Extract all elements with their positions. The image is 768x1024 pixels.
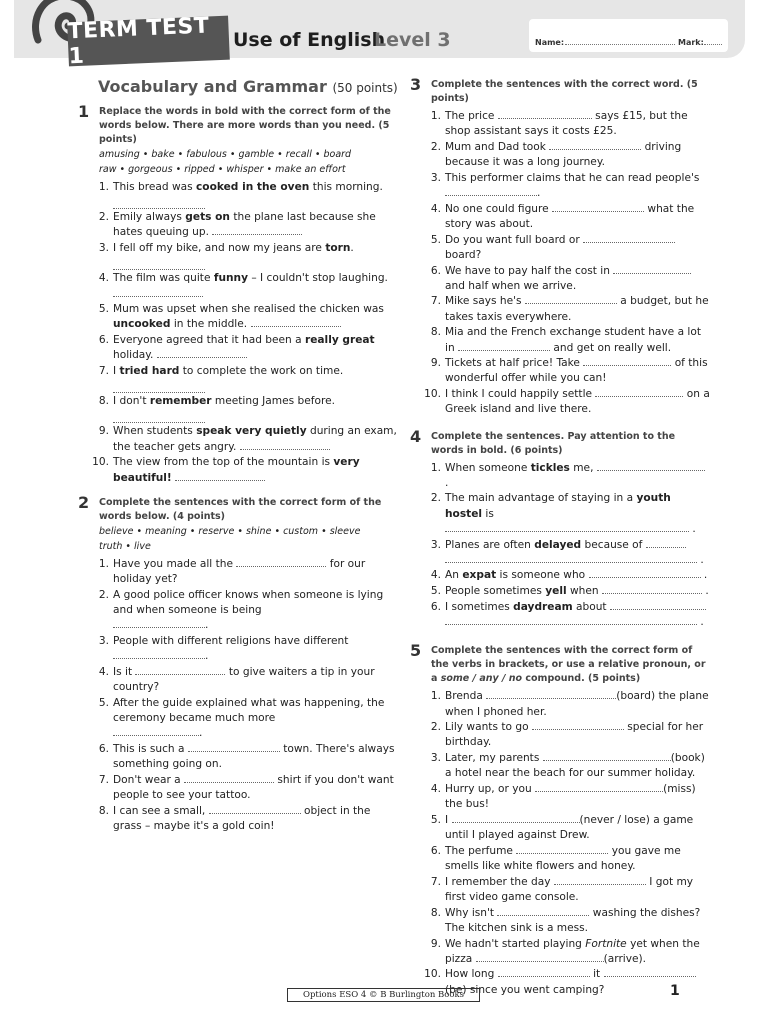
item-number: 8.: [430, 906, 441, 919]
item-text: Tickets at half price! Take: [445, 357, 584, 370]
answer-line[interactable]: [212, 225, 302, 235]
item-bold: uncooked: [113, 318, 171, 331]
item-number: 7.: [98, 773, 109, 786]
item-text: meeting James before.: [211, 395, 335, 408]
item-number: 4.: [430, 569, 441, 582]
item-number: 7.: [430, 875, 441, 888]
item-number: 10.: [424, 388, 441, 401]
item-text: town. There's always something going on.: [113, 742, 395, 770]
item-text: the plane last because she hates queuing up.: [113, 211, 376, 239]
answer-line[interactable]: [113, 649, 205, 659]
item-text: (never / lose) a game until I played against Drew.: [445, 813, 694, 842]
list-item: [92, 455, 398, 485]
exercise-instruction: Complete the sentences with the correct word. (5 points): [431, 79, 698, 104]
instruction-text: compound. (5 points): [522, 673, 641, 685]
item-bold: daydream: [513, 600, 573, 613]
item-text: board?: [445, 248, 482, 261]
item-text: is: [482, 507, 494, 520]
item-number: 5.: [430, 813, 441, 826]
list-item: [431, 325, 710, 355]
item-text: shirt if you don't want people to see your tattoo.: [113, 773, 394, 801]
item-number: 9.: [430, 937, 441, 950]
item-text: Mum was upset when she realised the chicken was: [113, 303, 384, 316]
item-text: says £15, but the shop assistant says it costs £25.: [445, 110, 688, 138]
item-number: 2.: [430, 492, 441, 505]
term-test-badge: [67, 13, 230, 70]
item-italic: Fortnite: [585, 937, 627, 950]
item-text: A good police officer knows when someone is lying and when someone is being: [113, 588, 384, 616]
answer-line[interactable]: [583, 356, 671, 366]
list-item: [99, 665, 398, 695]
item-number: 8.: [430, 326, 441, 339]
list-item: 4. An expat is someone who .: [431, 568, 710, 583]
item-text: Do you want full board or: [445, 233, 584, 246]
item-text: Have you made all the: [113, 557, 237, 570]
answer-line[interactable]: [184, 773, 274, 783]
item-text: I sometimes: [445, 600, 514, 613]
answer-line[interactable]: [610, 600, 706, 610]
header-title: Use of English: [233, 29, 386, 51]
item-number: 8.: [98, 395, 109, 408]
item-number: 1.: [430, 690, 441, 703]
list-item: [99, 588, 398, 634]
item-text: (be) since you went camping?: [445, 983, 605, 996]
answer-line[interactable]: [188, 742, 280, 752]
item-number: 5.: [98, 696, 109, 709]
answer-line[interactable]: [589, 568, 701, 578]
item-text: it: [589, 968, 604, 981]
right-column: [410, 75, 710, 1004]
list-item: [99, 773, 398, 803]
item-number: 8.: [98, 804, 109, 817]
word-box-line: amusing • bake • fabulous • gamble • recall • board: [99, 149, 352, 160]
answer-line[interactable]: [445, 553, 697, 563]
item-text: I got my first video game console.: [445, 875, 694, 903]
list-item: [99, 333, 398, 363]
exercise-4: [410, 426, 710, 631]
list-item: [431, 294, 710, 324]
answer-line[interactable]: [498, 967, 590, 977]
item-number: 4.: [430, 202, 441, 215]
item-text: People sometimes: [445, 585, 546, 598]
answer-line[interactable]: [251, 317, 341, 327]
left-column: [78, 77, 398, 840]
item-number: 1.: [98, 181, 109, 193]
item-text: and half when we arrive.: [445, 279, 577, 292]
item-number: 4.: [98, 272, 109, 285]
item-number: 5.: [430, 585, 441, 598]
list-item: [99, 696, 398, 742]
item-number: 4.: [98, 665, 109, 678]
list-item: [99, 394, 398, 423]
item-text: After the guide explained what was happening, the ceremony became much more: [113, 696, 385, 724]
item-text: what the story was about.: [445, 202, 695, 230]
list-item: [99, 804, 398, 834]
item-number: 10.: [424, 968, 441, 981]
item-text: .: [205, 619, 209, 632]
item-text: on a Greek island and live there.: [445, 388, 710, 416]
item-text: me,: [569, 461, 597, 474]
answer-line[interactable]: [602, 584, 702, 594]
item-text: We hadn't started playing: [445, 937, 586, 950]
list-item: [99, 364, 398, 393]
exercise-3: [410, 75, 710, 418]
list-item: 2. The main advantage of staying in a youth hostel is .: [430, 492, 696, 535]
mark-label: Mark:: [678, 38, 704, 47]
item-number: 3.: [430, 538, 441, 551]
list-item: [431, 844, 710, 874]
item-number: 5.: [430, 233, 441, 246]
answer-line[interactable]: [113, 726, 199, 736]
answer-line[interactable]: [476, 952, 604, 962]
answer-line[interactable]: [445, 522, 689, 532]
exercise-2: [78, 492, 398, 834]
answer-line[interactable]: [175, 471, 265, 481]
item-text: holiday.: [113, 349, 154, 362]
answer-line[interactable]: [604, 967, 696, 977]
list-item: [99, 634, 398, 664]
answer-line[interactable]: [543, 751, 671, 761]
item-number: 2.: [98, 588, 109, 601]
exercise-3-items: [424, 109, 710, 418]
answer-line[interactable]: [236, 557, 326, 567]
name-label: Name:: [535, 38, 565, 47]
item-text: to give waiters a tip in your country?: [113, 665, 375, 693]
item-number: 6.: [430, 264, 441, 277]
item-number: 6.: [430, 600, 441, 613]
list-item: [99, 557, 398, 587]
item-text: No one could figure: [445, 202, 553, 215]
answer-line[interactable]: [497, 906, 589, 916]
answer-line[interactable]: [135, 665, 225, 675]
item-text: When someone: [445, 461, 531, 474]
list-item: [99, 180, 398, 209]
answer-line[interactable]: [595, 387, 683, 397]
exercise-2-items: [99, 557, 398, 834]
item-text: .: [350, 242, 354, 255]
list-item: [424, 387, 710, 417]
item-number: 1.: [430, 110, 441, 122]
answer-line[interactable]: [157, 348, 247, 358]
item-text: of this wonderful offer while you can!: [445, 357, 708, 385]
list-item: [431, 689, 710, 719]
answer-line[interactable]: [532, 720, 624, 730]
item-text: – I couldn't stop laughing.: [247, 272, 388, 285]
word-box-line: truth • live: [99, 540, 151, 552]
exercise-number: 5: [410, 641, 422, 661]
list-item: [99, 271, 398, 301]
item-bold: expat: [462, 569, 497, 582]
exercise-5-items: [424, 689, 710, 998]
item-number: 5.: [98, 303, 109, 316]
item-text: about: [572, 600, 610, 613]
list-item: 3. Planes are often delayed because of .: [430, 538, 704, 566]
item-number: 6.: [430, 844, 441, 857]
item-text: Hurry up, or you: [445, 783, 536, 796]
item-text: People with different religions have different: [113, 634, 349, 647]
item-text: in the middle.: [170, 318, 248, 331]
item-bold: funny: [213, 272, 248, 285]
name-field[interactable]: [565, 44, 675, 45]
item-text: The view from the top of the mountain is: [113, 456, 334, 469]
item-text: How long: [445, 968, 498, 981]
item-text: This is such a: [113, 742, 188, 755]
item-text: because of: [581, 538, 646, 551]
item-text: Is it: [113, 665, 136, 678]
item-text: .: [537, 187, 541, 200]
item-number: 2.: [430, 140, 441, 153]
item-number: 9.: [430, 357, 441, 370]
exercise-number: 1: [78, 102, 90, 121]
item-text: Lily wants to go: [445, 721, 532, 734]
footer-copyright: Options ESO 4 © B Burlington Books: [287, 988, 480, 1002]
list-item: [431, 202, 710, 232]
answer-line[interactable]: [613, 264, 691, 274]
answer-line[interactable]: [525, 294, 617, 304]
name-mark-box: [529, 19, 728, 52]
item-text: Don't wear a: [113, 773, 185, 786]
list-item: [99, 742, 398, 772]
list-item: [431, 937, 710, 967]
answer-line[interactable]: [597, 461, 705, 471]
list-item: [99, 210, 398, 240]
item-text: this morning.: [309, 181, 383, 193]
item-text: This bread was: [113, 181, 197, 193]
item-text: Brenda: [445, 690, 487, 703]
answer-line[interactable]: [554, 875, 646, 885]
item-text: Mike says he's: [445, 295, 525, 308]
item-text: (miss) the bus!: [445, 783, 696, 811]
instruction-text: Complete the sentences with the correct form of the verbs in brackets, or use a relative pronoun, or a: [431, 645, 706, 685]
item-number: 1.: [430, 461, 441, 474]
item-text: The price: [445, 110, 498, 122]
exercise-4-items: [431, 461, 710, 631]
word-box-line: raw • gorgeous • ripped • whisper • make an effort: [99, 164, 346, 175]
item-text: a budget, but he takes taxis everywhere.: [445, 295, 709, 323]
list-item: [431, 720, 710, 750]
item-number: 3.: [430, 171, 441, 184]
answer-line[interactable]: [535, 782, 663, 792]
item-text: I: [113, 365, 120, 378]
item-text: (board) the plane when I phoned her.: [445, 690, 709, 718]
list-item: 1. When someone tickles me, .: [431, 461, 710, 491]
item-text: Why isn't: [445, 906, 498, 919]
list-item: [431, 751, 710, 781]
answer-line[interactable]: [113, 379, 205, 393]
exercise-instruction: Complete the sentences with the correct form of the words below. (4 points): [99, 496, 382, 522]
answer-line[interactable]: [498, 109, 592, 119]
item-bold: delayed: [534, 538, 582, 551]
item-text: yet when the pizza: [445, 937, 700, 965]
answer-line[interactable]: [113, 287, 203, 297]
item-text: I remember the day: [445, 875, 554, 888]
term-test-badge-text: TERM TEST 1: [67, 13, 210, 70]
header-level: Level 3: [374, 29, 451, 51]
item-text: for our holiday yet?: [113, 557, 366, 585]
item-bold: remember: [149, 395, 212, 408]
section-title: [98, 77, 398, 96]
item-text: The main advantage of staying in a: [445, 492, 637, 505]
answer-line[interactable]: [583, 233, 675, 243]
mark-field[interactable]: [704, 44, 722, 45]
item-number: 4.: [430, 783, 441, 796]
answer-line[interactable]: [113, 409, 205, 423]
item-text: I think I could happily settle: [445, 388, 596, 401]
answer-line[interactable]: [209, 804, 301, 814]
item-number: 2.: [98, 211, 109, 224]
item-number: 2.: [430, 721, 441, 734]
answer-line[interactable]: [445, 186, 537, 196]
list-item: [99, 302, 398, 332]
section-title-text: Vocabulary and Grammar: [98, 77, 327, 96]
list-item: 5. People sometimes yell when .: [431, 584, 710, 599]
page-number: 1: [670, 983, 680, 999]
list-item: [431, 356, 710, 386]
answer-line[interactable]: [549, 140, 641, 150]
item-number: 6.: [98, 742, 109, 755]
list-item: [99, 424, 398, 454]
item-text: When students: [113, 425, 197, 438]
item-text: .: [199, 726, 203, 739]
item-text: object in the grass – maybe it's a gold coin!: [113, 804, 371, 832]
item-number: 7.: [430, 295, 441, 308]
item-number: 3.: [430, 752, 441, 765]
item-text: you gave me smells like white flowers and honey.: [445, 844, 681, 873]
exercise-number: 3: [410, 75, 422, 94]
answer-line[interactable]: [516, 844, 608, 854]
item-text: is someone who: [496, 569, 589, 582]
list-item: 6. I sometimes daydream about .: [431, 600, 710, 630]
item-text: Emily always: [113, 211, 186, 224]
list-item: [431, 109, 710, 139]
item-bold: really great: [305, 334, 375, 347]
answer-line[interactable]: [240, 440, 330, 450]
exercise-number: 4: [410, 426, 422, 446]
item-text: We have to pay half the cost in: [445, 264, 614, 277]
item-text: during an exam, the teacher gets angry.: [113, 425, 397, 453]
list-item: [431, 782, 710, 812]
item-bold: very beautiful!: [113, 456, 360, 484]
instruction-italic: some / any / no: [440, 673, 523, 685]
item-bold: cooked in the oven: [196, 181, 310, 193]
item-text: The perfume: [445, 844, 517, 857]
item-number: 7.: [98, 365, 109, 378]
item-text: Planes are often: [445, 538, 535, 551]
item-text: washing the dishes? The kitchen sink is a mess.: [445, 906, 701, 934]
item-bold: tried hard: [119, 365, 180, 378]
item-text: (book) a hotel near the beach for our summer holiday.: [445, 752, 705, 780]
list-item: [431, 813, 710, 843]
item-bold: tickles: [530, 461, 570, 474]
item-bold: speak very quietly: [196, 425, 307, 438]
item-bold: torn: [325, 242, 351, 255]
item-text: I fell off my bike, and now my jeans are: [113, 242, 326, 255]
list-item: [431, 233, 710, 263]
section-points: (50 points): [332, 81, 398, 95]
answer-line[interactable]: [113, 618, 205, 628]
exercise-1: [78, 102, 398, 486]
item-text: This performer claims that he can read people's: [445, 171, 700, 184]
answer-line[interactable]: [552, 202, 644, 212]
item-bold: gets on: [185, 211, 230, 224]
item-text: to complete the work on time.: [179, 365, 344, 378]
item-text: special for her birthday.: [445, 721, 704, 749]
item-text: I: [445, 813, 452, 826]
exercise-5: [410, 641, 710, 998]
exercise-instruction: [431, 644, 710, 686]
item-text: Mum and Dad took: [445, 140, 550, 153]
word-box-line: believe • meaning • reserve • shine • custom • sleeve: [99, 525, 361, 537]
item-bold: yell: [545, 585, 567, 598]
answer-line[interactable]: [113, 256, 205, 270]
exercise-1-items: [92, 180, 398, 486]
item-number: 9.: [98, 425, 109, 438]
list-item: [431, 171, 710, 201]
list-item: [431, 140, 710, 170]
item-text: I can see a small,: [113, 804, 209, 817]
answer-line[interactable]: [452, 813, 580, 823]
item-number: 6.: [98, 334, 109, 347]
answer-line[interactable]: [486, 689, 616, 699]
item-text: when: [566, 585, 602, 598]
list-item: [99, 241, 398, 270]
item-text: .: [205, 649, 209, 662]
item-text: The film was quite: [113, 272, 214, 285]
exercise-instruction: Replace the words in bold with the correct form of the words below. There are more words than you need. (5 points): [99, 106, 391, 145]
item-text: An: [445, 569, 463, 582]
answer-line[interactable]: [113, 195, 205, 209]
item-text: and get on really well.: [550, 341, 672, 354]
item-number: 10.: [92, 456, 109, 469]
item-text: Mia and the French exchange student have a lot in: [445, 326, 702, 354]
answer-line[interactable]: [458, 341, 550, 351]
list-item: [431, 875, 710, 905]
item-text: (arrive).: [603, 952, 647, 965]
item-number: 3.: [98, 242, 109, 255]
exercise-number: 2: [78, 492, 90, 512]
list-item: [431, 264, 710, 294]
answer-line[interactable]: [646, 538, 686, 548]
item-text: I don't: [113, 395, 150, 408]
item-number: 1.: [98, 557, 109, 570]
exercise-instruction: Complete the sentences. Pay attention to the words in bold. (6 points): [431, 430, 676, 456]
list-item: [431, 906, 710, 936]
item-text: driving because it was a long journey.: [445, 140, 682, 169]
item-text: Later, my parents: [445, 752, 543, 765]
item-number: 3.: [98, 634, 109, 647]
item-bold: youth hostel: [445, 492, 671, 520]
item-text: Everyone agreed that it had been a: [113, 334, 305, 347]
answer-line[interactable]: [445, 615, 697, 625]
